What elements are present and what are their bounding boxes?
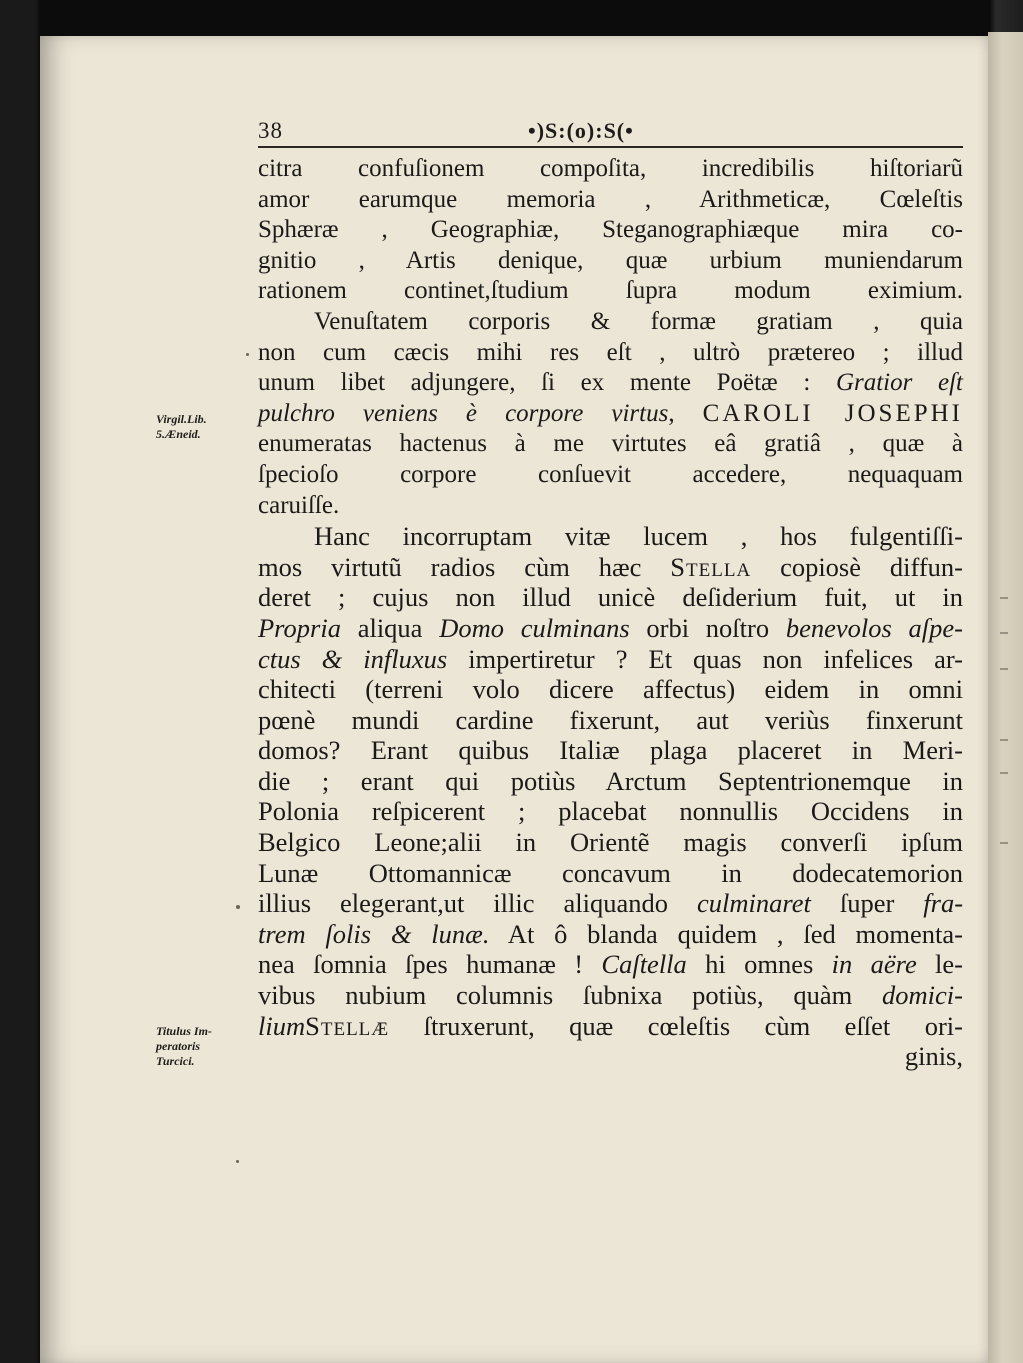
- text-run: nea ſomnia ſpes humanæ !: [258, 949, 602, 980]
- text-line: caruiſſe.: [258, 491, 340, 519]
- text-line: [258, 1011, 963, 1042]
- text-line: rationem continet,ſtudium ſupra modum eximium.: [258, 277, 963, 305]
- italic-run: domici-: [882, 980, 963, 1011]
- text-line: [258, 399, 963, 430]
- text-run: ,: [668, 399, 703, 427]
- text-run: unum libet adjungere, ſi ex mente Poëtæ :: [258, 369, 836, 397]
- text-line: die ; erant qui potiùs Arctum Septentrionemque in: [258, 765, 963, 796]
- text-line: Lunæ Ottomannicæ concavum in dodecatemorion: [258, 857, 963, 888]
- margin-note-line: Virgil.Lib.: [156, 412, 207, 426]
- next-page-edge: [988, 32, 1023, 1363]
- text-line: [258, 368, 963, 399]
- text-line: [258, 613, 963, 644]
- text-line: [258, 919, 963, 950]
- text-line: Sphæræ , Geographiæ, Steganographiæque mira co-: [258, 216, 963, 244]
- italic-run: Propria: [258, 612, 341, 643]
- italic-run: benevolos aſpe-: [785, 612, 963, 643]
- name-caps: CAROLI JOSEPHI: [702, 399, 963, 427]
- text-line: [258, 980, 963, 1011]
- text-line: Venuſtatem corporis & formæ gratiam , quia: [314, 307, 963, 335]
- text-run: orbi noſtro: [629, 612, 786, 643]
- text-run: At ô blanda quidem , ſed momenta-: [489, 918, 963, 949]
- italic-run: in aëre: [831, 949, 917, 980]
- text-run: aliqua: [340, 612, 440, 643]
- text-line: amor earumque memoria , Arithmeticæ, Cœleſtis: [258, 185, 963, 213]
- text-run: hi omnes: [686, 949, 832, 980]
- text-line: Polonia reſpicerent ; placebat nonnullis Occidens in: [258, 796, 963, 827]
- quote-italic: pulchro veniens è corpore virtus: [258, 399, 669, 427]
- text-run: impertiretur ? Et quas non infelices ar-: [447, 643, 963, 674]
- header-rule: [258, 146, 963, 148]
- text-line: pœnè mundi cardine fixerunt, aut veriùs finxerunt: [258, 704, 963, 735]
- text-line: Hanc incorruptam vitæ lucem , hos fulgentiſſi-: [314, 521, 963, 552]
- text-line: deret ; cujus non illud unicè deſiderium fuit, ut in: [258, 582, 963, 613]
- text-run: vibus nubium columnis ſubnixa potiùs, quàm: [258, 980, 883, 1011]
- text-line: citra confuſionem compoſita, incredibilis hiſtoriarũ: [258, 155, 963, 182]
- text-run: le-: [916, 949, 963, 980]
- text-line: [258, 949, 963, 980]
- italic-run: culminaret: [697, 888, 811, 919]
- text-run: ſtruxerunt, quæ cœleſtis cùm eſſet ori-: [389, 1010, 963, 1041]
- stella-small-caps: Stella: [670, 551, 752, 582]
- text-line: Belgico Leone;alii in Orientẽ magis converſi ipſum: [258, 827, 963, 858]
- text-line: enumeratas hactenus à me virtutes eâ gratiâ , quæ à: [258, 430, 963, 458]
- italic-run: Domo culminans: [439, 612, 630, 643]
- italic-run: Caſtella: [601, 949, 687, 980]
- ink-speck: [236, 1160, 239, 1163]
- margin-note-line: 5.Æneid.: [156, 427, 201, 441]
- margin-note-line: peratoris: [156, 1039, 201, 1053]
- quote-italic: Gratior eſt: [835, 369, 963, 397]
- header-ornament: •)S:(o):S(•: [528, 118, 634, 143]
- body-text: [258, 154, 963, 1072]
- text-run: copiosè diffun-: [751, 551, 963, 582]
- ink-speck: [236, 905, 240, 909]
- text-line: [258, 552, 963, 583]
- catchword: ginis,: [904, 1041, 963, 1072]
- text-line: [258, 888, 963, 919]
- italic-run: lium: [258, 1010, 306, 1041]
- margin-note-line: Turcici.: [156, 1054, 195, 1068]
- page-number: 38: [258, 118, 283, 143]
- text-line: non cum cæcis mihi res eſt , ultrò prætereo ; illud: [258, 338, 963, 366]
- text-run: illius elegerant,ut illic aliquando: [258, 888, 697, 919]
- text-run: ſuper: [810, 888, 924, 919]
- margin-note-line: Titulus Im-: [156, 1024, 212, 1038]
- text-line: [258, 644, 963, 675]
- text-line: ſpecioſo corpore conſuevit accedere, nequaquam: [258, 460, 963, 488]
- margin-note-titulus: [156, 1024, 256, 1069]
- italic-run: trem ſolis & lunæ.: [258, 918, 490, 949]
- text-line: chitecti (terreni volo dicere affectus) eidem in omni: [258, 674, 963, 705]
- ink-speck: [246, 353, 249, 356]
- stella-small-caps: Stellæ: [305, 1010, 390, 1041]
- text-run: mos virtutũ radios cùm hæc: [258, 551, 671, 582]
- margin-note-virgil: [156, 412, 256, 442]
- text-line: gnitio , Artis denique, quæ urbium muniendarum: [258, 246, 963, 274]
- text-line: domos? Erant quibus Italiæ plaga placeret in Meri-: [258, 735, 963, 766]
- italic-run: fra-: [923, 888, 964, 919]
- italic-run: ctus & influxus: [258, 643, 448, 674]
- running-head: [258, 116, 963, 148]
